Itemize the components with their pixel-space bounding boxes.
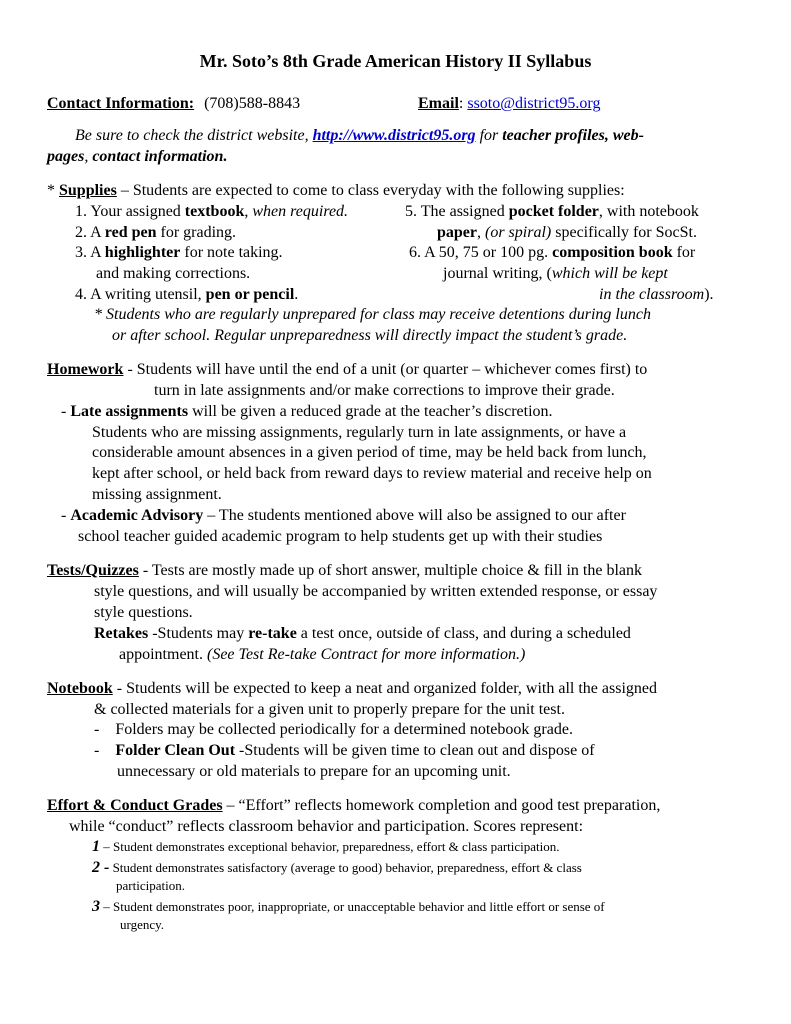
score-3-cont: urgency. — [120, 917, 165, 932]
notebook-bullet-2 — [94, 741, 595, 761]
score-1-text: – Student demonstrates exceptional behavior, preparedness, effort & class participation. — [103, 839, 560, 854]
supplies-note-1: * Students who are regularly unprepared for class may receive detentions during lunch — [94, 306, 651, 323]
phone-number: (708)588-8843 — [204, 95, 301, 112]
supply-item-1 — [75, 202, 348, 222]
supply-6-text: 6. A 50, 75 or 100 pg. — [409, 244, 549, 261]
supply-3-text: 3. A — [75, 244, 101, 261]
late-text: will be given a reduced grade at the teacher’s discretion. — [192, 403, 553, 420]
tests-heading: Tests/Quizzes — [47, 562, 139, 579]
supply-6-italic: which will be kept — [551, 265, 668, 282]
email-line — [418, 94, 600, 114]
retakes-appointment: appointment. — [119, 646, 203, 663]
supply-3-bold: highlighter — [104, 244, 181, 261]
supply-item-4 — [75, 285, 298, 305]
effort-text-2: while “conduct” reflects classroom behavior and participation. Scores represent: — [69, 818, 584, 835]
score-3 — [92, 898, 605, 916]
notebook-text-2: & collected materials for a given unit to properly prepare for the unit test. — [94, 701, 565, 718]
supply-1-comma: , — [244, 203, 249, 220]
supply-5-rest: , with notebook — [598, 203, 699, 220]
late-dash: - — [61, 403, 67, 420]
website-bold-1: teacher profiles, web- — [502, 127, 644, 144]
supply-5-end: specifically for SocSt. — [555, 224, 697, 241]
website-line-2 — [47, 147, 227, 167]
score-1-number: 1 — [92, 838, 100, 855]
supply-1-italic: when required. — [252, 203, 349, 220]
supply-4-period: . — [294, 286, 299, 303]
folder-clean-out-text-2: unnecessary or old materials to prepare for an upcoming unit. — [117, 763, 511, 780]
effort-text-1: – “Effort” reflects homework completion and good test preparation, — [226, 797, 661, 814]
supplies-note-2: or after school. Regular unpreparedness will directly impact the student’s grade. — [112, 327, 628, 344]
score-2 — [92, 859, 582, 877]
supply-3-rest: for note taking. — [184, 244, 283, 261]
contact-line — [47, 94, 300, 114]
supply-2-bold: red pen — [104, 224, 157, 241]
advisory-label: Academic Advisory — [70, 507, 204, 524]
supplies-star: * — [47, 182, 55, 199]
supply-4-bold: pen or pencil — [205, 286, 295, 303]
supplies-heading-line — [47, 181, 625, 201]
retakes-line-2 — [119, 645, 525, 665]
website-link[interactable]: http://www.district95.org — [312, 127, 476, 144]
homework-heading: Homework — [47, 361, 124, 378]
retakes-text-c: a test once, outside of class, and during a scheduled — [300, 625, 631, 642]
homework-p1: Students who are missing assignments, regularly turn in late assignments, or have a — [92, 424, 627, 441]
supply-item-3 — [75, 243, 283, 263]
supply-4-text: 4. A writing utensil, — [75, 286, 202, 303]
score-2-cont: participation. — [116, 878, 185, 893]
homework-p4: missing assignment. — [92, 486, 222, 503]
late-assignments-line — [61, 402, 553, 422]
advisory-text-2: school teacher guided academic program to help students get up with their studies — [78, 528, 603, 545]
supply-2-text: 2. A — [75, 224, 101, 241]
tests-text-1: - Tests are mostly made up of short answer, multiple choice & fill in the blank — [142, 562, 643, 579]
score-1 — [92, 838, 560, 856]
tests-text-2: style questions, and will usually be accompanied by written extended response, or essay — [94, 583, 658, 600]
page-title: Mr. Soto’s 8th Grade American History II Syllabus — [199, 51, 592, 71]
retakes-bold: re-take — [248, 625, 297, 642]
supply-item-2 — [75, 223, 236, 243]
supply-item-5 — [405, 202, 699, 222]
homework-text-1: - Students will have until the end of a unit (or quarter – whichever comes first) to — [127, 361, 648, 378]
email-label: Email — [418, 95, 459, 112]
tests-text-3: style questions. — [94, 604, 193, 621]
website-bold-3: contact information. — [92, 148, 228, 165]
supply-5-italic: (or spiral) — [485, 224, 552, 241]
supply-6-journal: journal writing, ( — [443, 265, 552, 282]
supply-item-6-cont — [443, 264, 668, 284]
supply-1-text: 1. Your assigned — [75, 203, 181, 220]
email-colon: : — [458, 95, 464, 112]
supply-5-paper: paper — [437, 224, 477, 241]
late-label: Late assignments — [70, 403, 189, 420]
notebook-text-3: Folders may be collected periodically for a determined notebook grade. — [115, 721, 573, 738]
supply-6-bold: composition book — [552, 244, 673, 261]
retakes-line — [94, 624, 631, 644]
folder-clean-out-text: -Students will be given time to clean out and dispose of — [239, 742, 595, 759]
notebook-heading: Notebook — [47, 680, 113, 697]
supply-5-comma: , — [477, 224, 481, 241]
notebook-line-1 — [47, 679, 657, 699]
supply-item-3-cont: and making corrections. — [96, 265, 251, 282]
notebook-bullet-1 — [94, 720, 573, 740]
supply-6-close: ). — [704, 286, 714, 303]
supplies-heading: Supplies — [59, 182, 117, 199]
website-comma: , — [84, 148, 89, 165]
score-2-number: 2 - — [92, 859, 110, 876]
homework-text-2: turn in late assignments and/or make corrections to improve their grade. — [154, 382, 615, 399]
supply-5-bold: pocket folder — [508, 203, 599, 220]
retakes-label: Retakes — [94, 625, 149, 642]
homework-p3: kept after school, or held back from reward days to review material and receive help on — [92, 465, 652, 482]
homework-p2: considerable amount absences in a given period of time, may be held back from lunch, — [92, 444, 647, 461]
supplies-intro: – Students are expected to come to class everyday with the following supplies: — [120, 182, 625, 199]
website-pre: Be sure to check the district website, — [75, 127, 309, 144]
retakes-text-a: -Students may — [152, 625, 245, 642]
supply-item-6-cont2 — [599, 285, 714, 305]
advisory-text: – The students mentioned above will also be assigned to our after — [207, 507, 626, 524]
supply-1-bold: textbook — [184, 203, 245, 220]
supply-5-text: 5. The assigned — [405, 203, 505, 220]
contact-label: Contact Information: — [47, 95, 195, 112]
website-line — [75, 126, 644, 146]
website-bold-2: pages — [47, 148, 85, 165]
email-link[interactable]: ssoto@district95.org — [467, 95, 601, 112]
supply-item-5-cont — [437, 223, 697, 243]
notebook-dash-1: - — [94, 721, 100, 738]
supply-2-rest: for grading. — [160, 224, 237, 241]
notebook-dash-2: - — [94, 742, 100, 759]
tests-line-1 — [47, 561, 642, 581]
supply-item-6 — [409, 243, 695, 263]
score-3-number: 3 — [92, 898, 100, 915]
advisory-dash: - — [61, 507, 67, 524]
notebook-text-1: - Students will be expected to keep a neat and organized folder, with all the assigned — [116, 680, 658, 697]
score-3-text: – Student demonstrates poor, inappropriate, or unacceptable behavior and little effort or sense of — [103, 899, 605, 914]
folder-clean-out-label: Folder Clean Out — [115, 742, 236, 759]
effort-line-1 — [47, 796, 660, 816]
score-2-text: Student demonstrates satisfactory (average to good) behavior, preparedness, effort & class — [112, 860, 582, 875]
advisory-line — [61, 506, 626, 526]
effort-heading: Effort & Conduct Grades — [47, 797, 223, 814]
website-for: for — [479, 127, 499, 144]
supply-6-for: for — [676, 244, 696, 261]
supply-6-classroom: in the classroom — [599, 286, 705, 303]
retakes-note: (See Test Re-take Contract for more information.) — [206, 646, 526, 663]
homework-line-1 — [47, 360, 647, 380]
